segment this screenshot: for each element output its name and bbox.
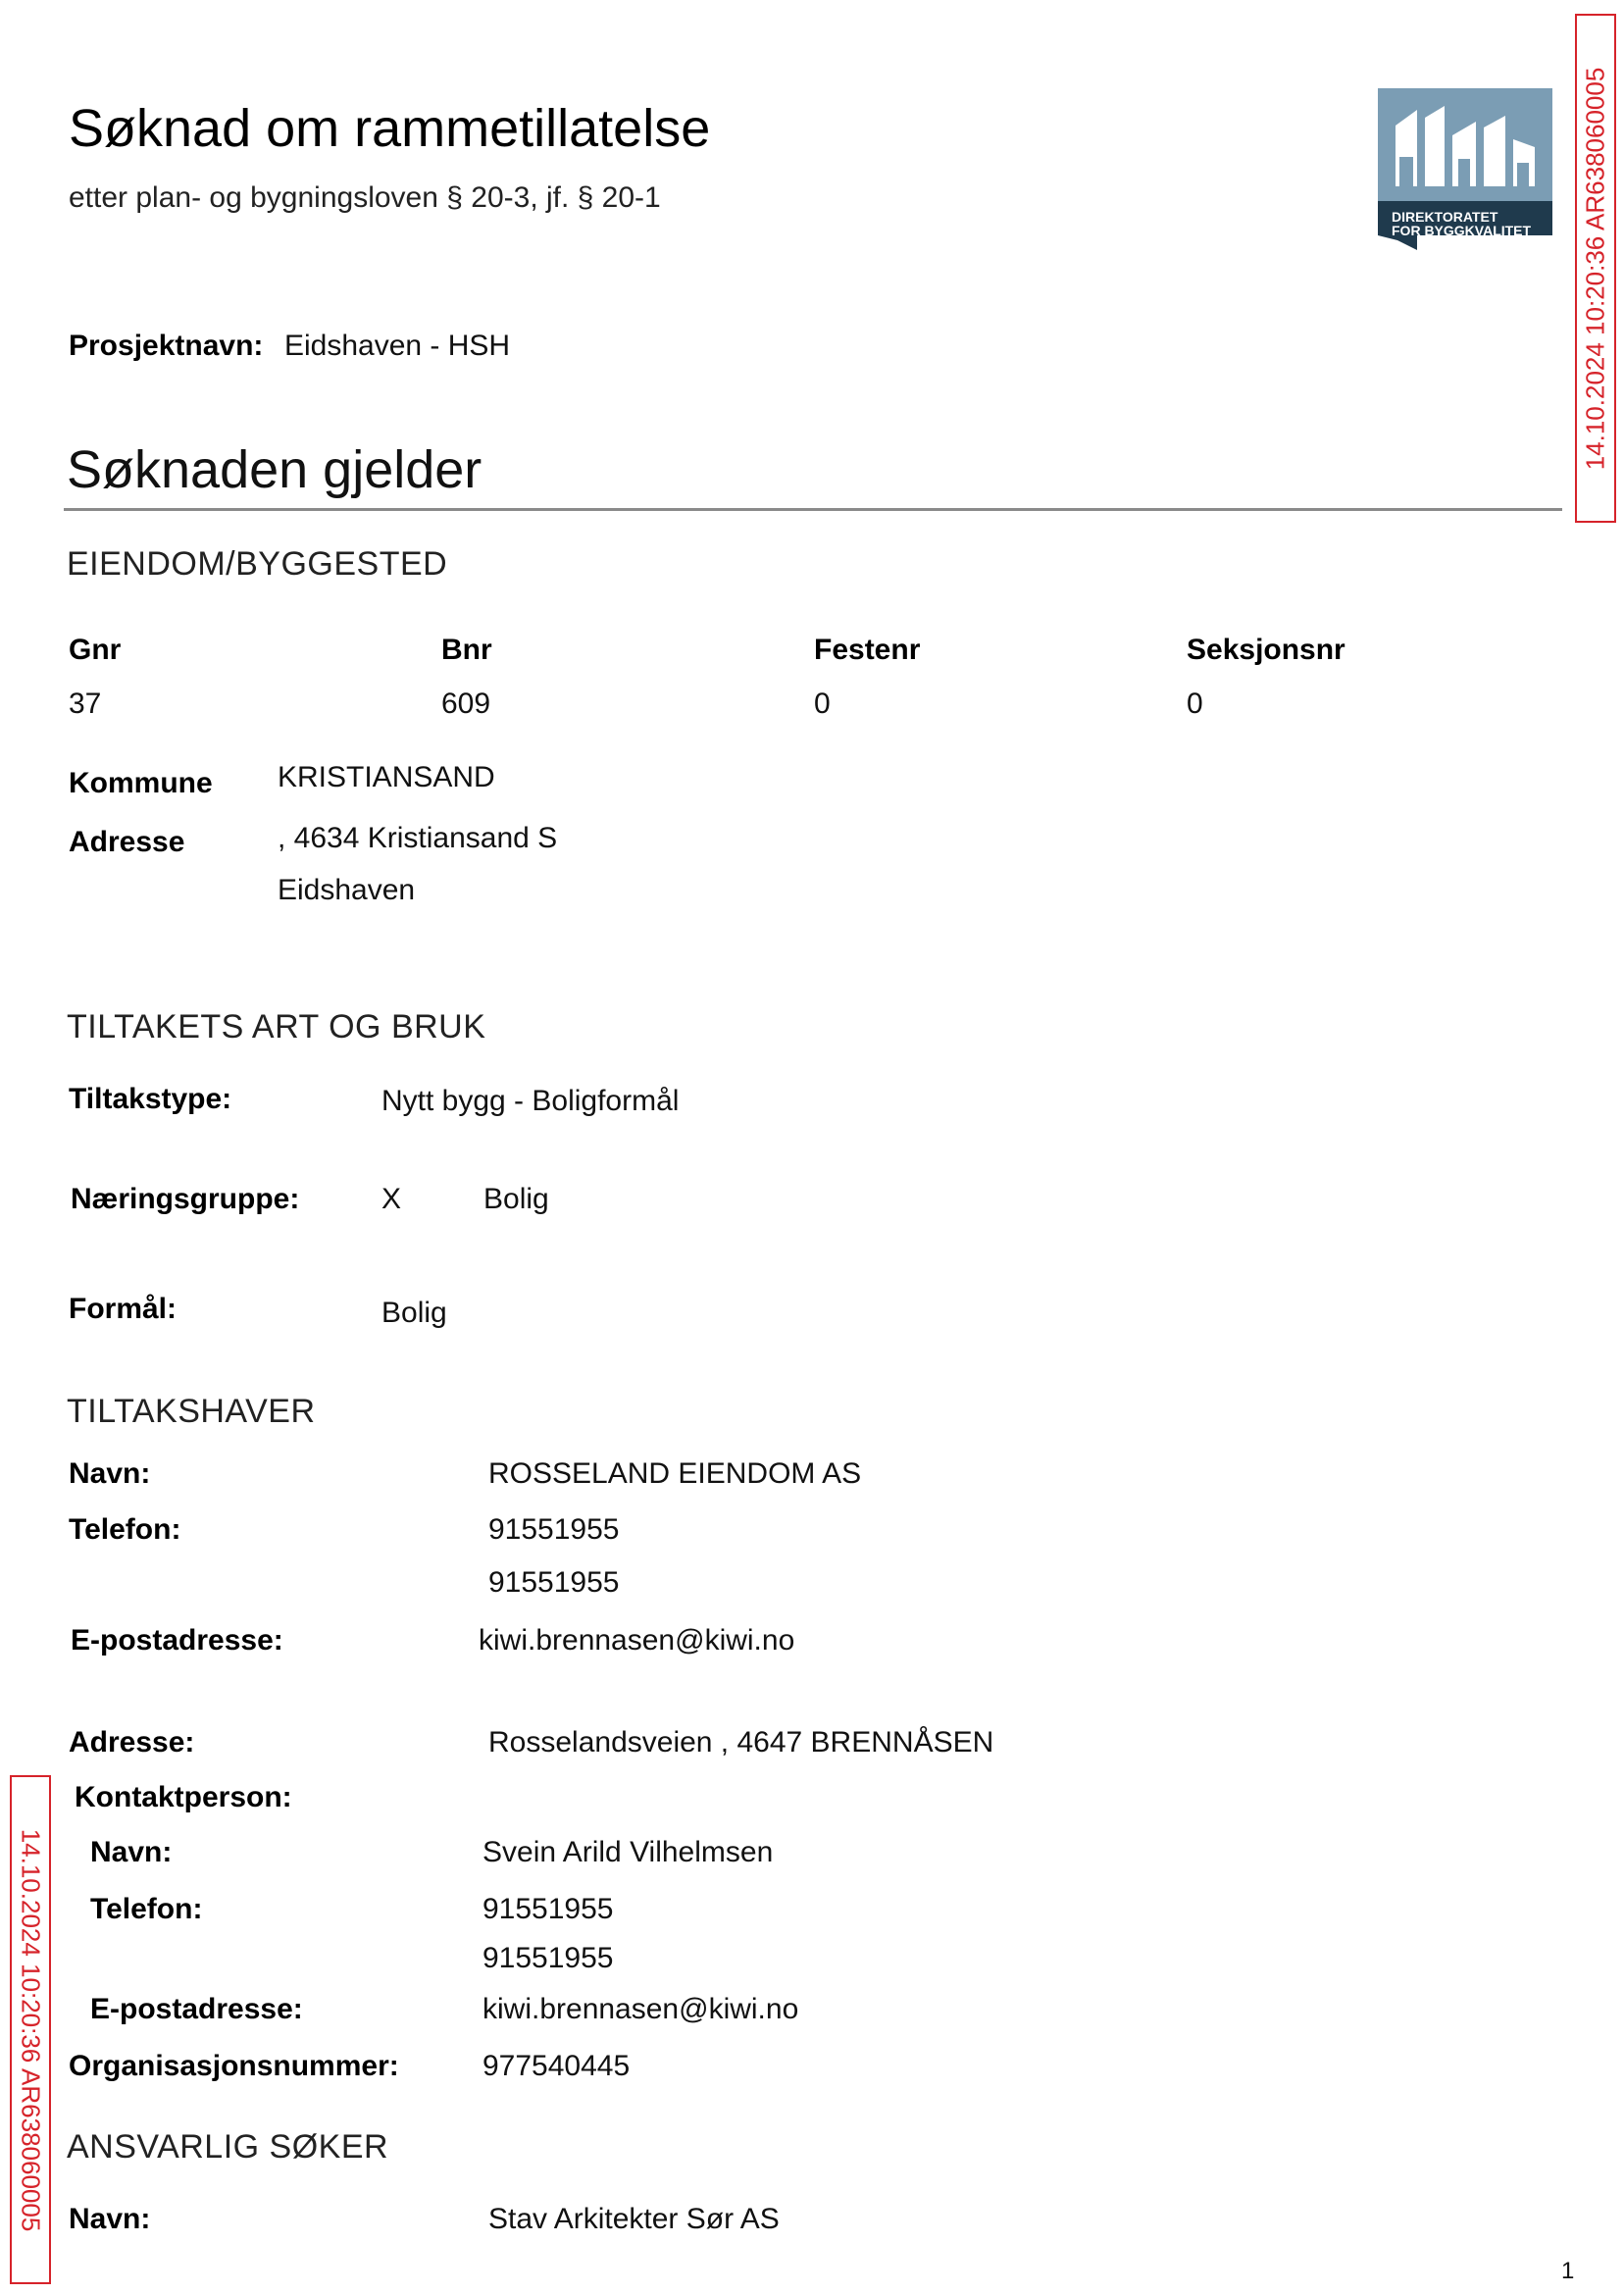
logo-text-line2: FOR BYGGKVALITET	[1392, 223, 1532, 238]
kontakt-navn-value: Svein Arild Vilhelmsen	[482, 1836, 774, 1868]
dibk-logo-graphic	[1378, 88, 1552, 250]
ansvarlig-heading: ANSVARLIG SØKER	[67, 2128, 389, 2166]
adresse-line2: Eidshaven	[278, 874, 416, 906]
kontakt-telefon-1: 91551955	[482, 1893, 614, 1925]
gnr-label: Gnr	[69, 634, 122, 666]
kontakt-navn-label: Navn:	[90, 1836, 173, 1868]
kontakt-epost-label: E-postadresse:	[90, 1993, 303, 2025]
adresse-line1: , 4634 Kristiansand S	[278, 822, 558, 854]
page-number: 1	[1561, 2258, 1575, 2284]
ansvarlig-navn-value: Stav Arkitekter Sør AS	[488, 2203, 780, 2235]
bnr-label: Bnr	[441, 634, 492, 666]
kommune-value: KRISTIANSAND	[278, 761, 495, 793]
bnr-value: 609	[441, 688, 491, 720]
project-value: Eidshaven - HSH	[284, 330, 511, 362]
seksjonsnr-value: 0	[1187, 688, 1203, 720]
tiltakshaver-adresse-value: Rosselandsveien , 4647 BRENNÅSEN	[488, 1726, 994, 1759]
tiltakstype-label: Tiltakstype:	[69, 1083, 232, 1115]
tiltakshaver-navn-value: ROSSELAND EIENDOM AS	[488, 1457, 862, 1490]
logo-text-line1: DIREKTORATET	[1392, 209, 1498, 225]
tiltakshaver-adresse-label: Adresse:	[69, 1726, 195, 1759]
gnr-value: 37	[69, 688, 102, 720]
tiltakstype-value: Nytt bygg - Boligformål	[381, 1085, 680, 1117]
tiltakshaver-epost-label: E-postadresse:	[71, 1624, 283, 1657]
festenr-value: 0	[814, 688, 831, 720]
ansvarlig-navn-label: Navn:	[69, 2203, 151, 2235]
formal-value: Bolig	[381, 1297, 447, 1329]
tiltakshaver-navn-label: Navn:	[69, 1457, 151, 1490]
kontakt-epost-value: kiwi.brennasen@kiwi.no	[482, 1993, 799, 2025]
orgnr-value: 977540445	[482, 2050, 631, 2082]
tiltakshaver-heading: TILTAKSHAVER	[67, 1393, 316, 1430]
festenr-label: Festenr	[814, 634, 921, 666]
naeringsgruppe-value: Bolig	[483, 1183, 549, 1215]
document-title: Søknad om rammetillatelse	[69, 99, 711, 158]
kontaktperson-label: Kontaktperson:	[75, 1781, 292, 1813]
tiltakshaver-telefon-1: 91551955	[488, 1513, 620, 1546]
property-heading: EIENDOM/BYGGESTED	[67, 545, 448, 583]
stamp-right-text: 14.10.2024 10:20:36 AR638060005	[1580, 67, 1610, 470]
kontakt-telefon-label: Telefon:	[90, 1893, 203, 1925]
tiltakshaver-telefon-label: Telefon:	[69, 1513, 181, 1546]
naeringsgruppe-label: Næringsgruppe:	[71, 1183, 300, 1215]
stamp-right	[1575, 14, 1616, 523]
formal-label: Formål:	[69, 1293, 178, 1325]
kontakt-telefon-2: 91551955	[482, 1942, 614, 1974]
adresse-label: Adresse	[69, 826, 185, 858]
heading-divider	[64, 508, 1562, 511]
dibk-logo	[1378, 88, 1552, 250]
application-heading: Søknaden gjelder	[67, 440, 482, 499]
orgnr-label: Organisasjonsnummer:	[69, 2050, 399, 2082]
naeringsgruppe-code: X	[381, 1183, 402, 1215]
seksjonsnr-label: Seksjonsnr	[1187, 634, 1345, 666]
tiltak-heading: TILTAKETS ART OG BRUK	[67, 1008, 486, 1045]
tiltakshaver-epost-value: kiwi.brennasen@kiwi.no	[479, 1624, 795, 1657]
document-subtitle: etter plan- og bygningsloven § 20-3, jf. § 20-1	[69, 181, 661, 214]
stamp-left-text: 14.10.2024 10:20:36 AR638060005	[16, 1828, 46, 2231]
project-label: Prosjektnavn:	[69, 330, 264, 362]
stamp-left	[10, 1775, 51, 2284]
tiltakshaver-telefon-2: 91551955	[488, 1566, 620, 1599]
kommune-label: Kommune	[69, 767, 213, 799]
